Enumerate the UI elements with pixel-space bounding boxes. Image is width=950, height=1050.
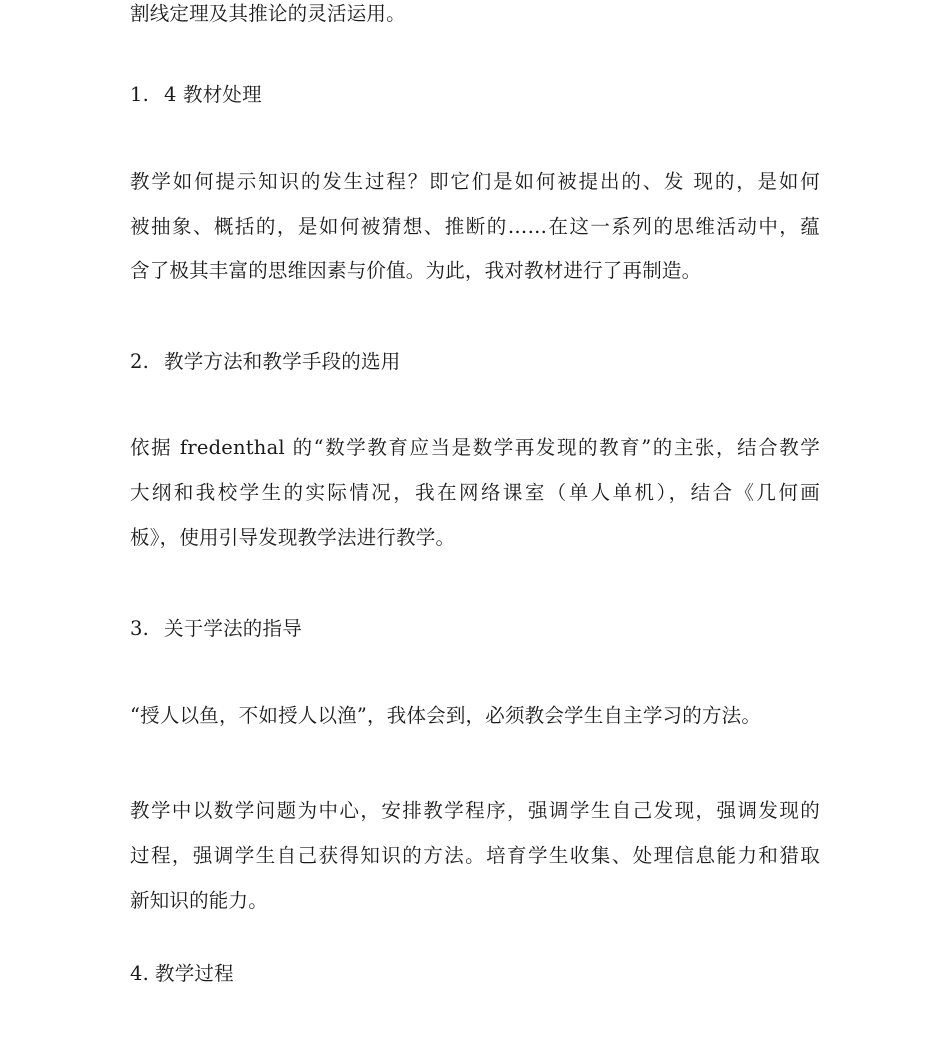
paragraph-line: 过程，强调学生自己获得知识的方法。培育学生收集、处理信息能力和猎取 <box>130 844 820 867</box>
section-heading-4 <box>130 962 820 986</box>
section-title: 教学过程 <box>155 962 234 985</box>
section-number: 3. <box>130 617 150 640</box>
section-heading-2 <box>130 350 820 374</box>
paragraph-line: 割线定理及其推论的灵活运用。 <box>130 2 406 25</box>
paragraph-line: 大纲和我校学生的实际情况，我在网络课室（单人单机），结合《几何画 <box>130 481 820 504</box>
paragraph-line: 教学如何提示知识的发生过程？即它们是如何被提出的、发 现的，是如何 <box>130 170 820 193</box>
paragraph-line: 新知识的能力。 <box>130 889 268 912</box>
section-number: 4. <box>130 962 150 985</box>
section-title: 教学方法和教学手段的选用 <box>164 350 401 373</box>
paragraph-line: 依据 fredenthal 的“数学教育应当是数学再发现的教育”的主张，结合教学 <box>130 436 820 459</box>
section-title: 关于学法的指导 <box>164 617 302 640</box>
paragraph-line: 含了极其丰富的思维因素与价值。为此，我对教材进行了再制造。 <box>130 259 702 282</box>
section-heading-1-4 <box>130 83 820 107</box>
paragraph-line: 板》，使用引导发现教学法进行教学。 <box>130 526 456 549</box>
paragraph-line: “授人以鱼，不如授人以渔”，我体会到，必须教会学生自主学习的方法。 <box>130 704 762 727</box>
section-number: 2. <box>130 350 150 373</box>
paragraph-line: 教学中以数学问题为中心，安排教学程序，强调学生自己发现，强调发现的 <box>130 799 820 822</box>
section-number: 1. <box>130 83 150 106</box>
section-title: 4 教材处理 <box>164 83 262 106</box>
section-heading-3 <box>130 617 820 641</box>
paragraph-line: 被抽象、概括的，是如何被猜想、推断的……在这一系列的思维活动中，蕴 <box>130 215 820 238</box>
